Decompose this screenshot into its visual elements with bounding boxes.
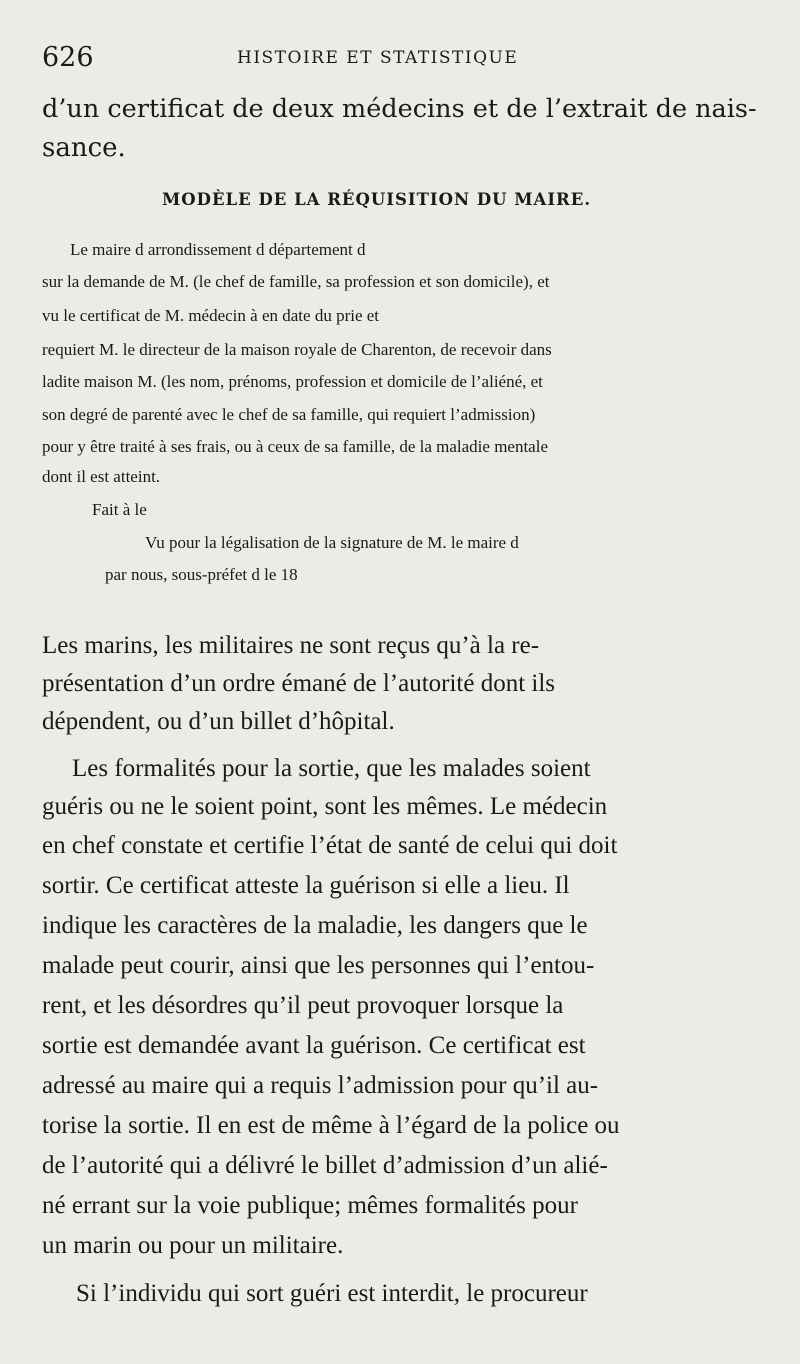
page-number: 626 (42, 42, 94, 73)
paragraph-line: indique les caractères de la maladie, les dangers que le (42, 912, 588, 939)
paragraph-line: sortie est demandée avant la guérison. Ce certificat est (42, 1032, 586, 1059)
paragraph-line: guéris ou ne le soient point, sont les mêmes. Le médecin (42, 793, 608, 820)
paragraph-line: de l’autorité qui a délivré le billet d’admission d’un alié- (42, 1152, 608, 1179)
form-line: ladite maison M. (les nom, prénoms, profession et domicile de l’aliéné, et (42, 372, 543, 391)
paragraph-line: Si l’individu qui sort guéri est interdit, le procureur (76, 1280, 588, 1307)
paragraph-line: dépendent, ou d’un billet d’hôpital. (42, 708, 395, 735)
paragraph-line: né errant sur la voie publique; mêmes formalités pour (42, 1192, 578, 1219)
form-line: dont il est atteint. (42, 467, 161, 486)
paragraph-line: sance. (42, 133, 126, 163)
paragraph-line: Les marins, les militaires ne sont reçus qu’à la re- (42, 632, 540, 659)
form-line: vu le certificat de M. médecin à en date du prie et (42, 306, 380, 325)
paragraph-line: adressé au maire qui a requis l’admission pour qu’il au- (42, 1072, 599, 1099)
model-title: MODÈLE DE LA RÉQUISITION DU MAIRE. (162, 190, 592, 209)
paragraph-line: d’un certificat de deux médecins et de l’extrait de nais- (42, 94, 757, 124)
paragraph-line: malade peut courir, ainsi que les personnes qui l’entou- (42, 952, 595, 979)
legalisation-line: par nous, sous-préfet d le 18 (105, 565, 298, 584)
form-line: son degré de parenté avec le chef de sa famille, qui requiert l’admission) (42, 405, 536, 424)
paragraph-line: présentation d’un ordre émané de l’autorité dont ils (42, 670, 556, 697)
paragraph-line: rent, et les désordres qu’il peut provoquer lorsque la (42, 992, 564, 1019)
paragraph-line: en chef constate et certifie l’état de santé de celui qui doit (42, 832, 618, 859)
form-line: pour y être traité à ses frais, ou à ceux de sa famille, de la maladie mentale (42, 437, 548, 456)
paragraph-line: un marin ou pour un militaire. (42, 1232, 344, 1259)
paragraph-line: sortir. Ce certificat atteste la guérison si elle a lieu. Il (42, 872, 570, 899)
signature-line: Fait à le (92, 500, 147, 519)
page-header (42, 42, 762, 82)
running-head: HISTOIRE ET STATISTIQUE (237, 48, 519, 68)
form-line: sur la demande de M. (le chef de famille, sa profession et son domicile), et (42, 272, 550, 291)
paragraph-line: torise la sortie. Il en est de même à l’égard de la police ou (42, 1112, 620, 1139)
paragraph-line: Les formalités pour la sortie, que les malades soient (72, 755, 591, 782)
legalisation-line: Vu pour la légalisation de la signature de M. le maire d (145, 533, 519, 552)
form-line: Le maire d arrondissement d département d (70, 240, 366, 259)
form-line: requiert M. le directeur de la maison royale de Charenton, de recevoir dans (42, 340, 552, 359)
